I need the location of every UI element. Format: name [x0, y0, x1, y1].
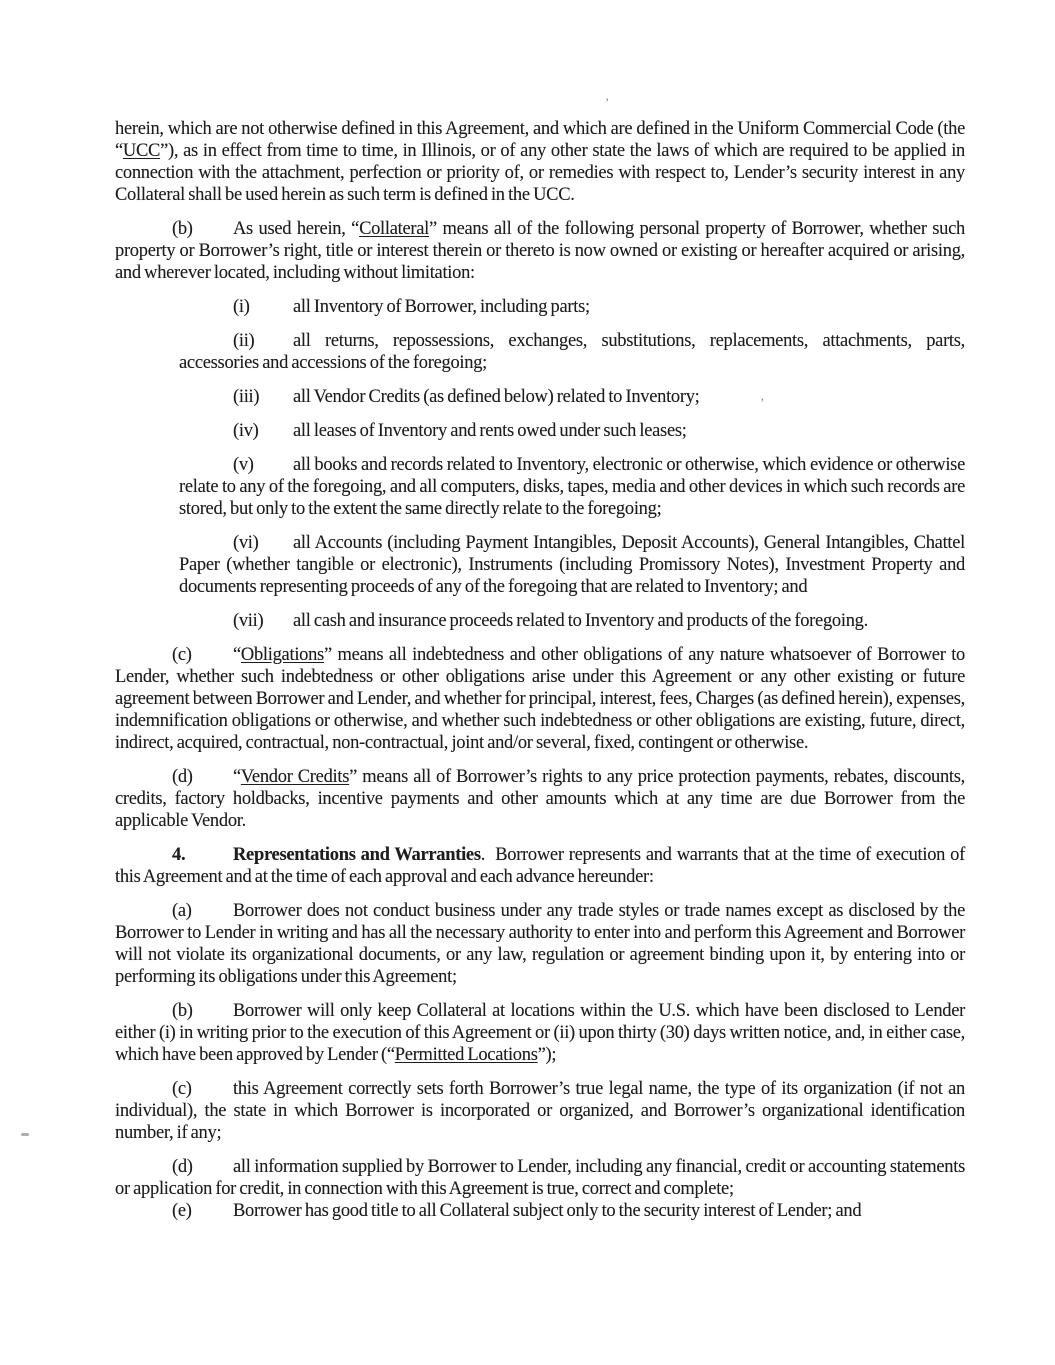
paragraph [115, 1078, 965, 1144]
list-item [179, 454, 965, 520]
defined-term: Obligations [240, 645, 324, 665]
text-run: this Agreement correctly sets forth Borrower’s true legal name, the type of its organization (if not an individual), the state in which Borrower is incorporated or organized, and Borrower’s organizational identification number, if any; [115, 1079, 965, 1143]
text-run: “ [233, 767, 241, 787]
defined-term: Collateral [359, 219, 430, 239]
paragraph-label: (ii) [233, 331, 255, 351]
paragraph [115, 218, 965, 284]
defined-term: UCC [122, 141, 161, 161]
list-item [179, 386, 965, 408]
text-run: . Borrower represents and warrants that at the time of execution of this Agreement and at the time of each approval and each advance hereunder: [115, 845, 965, 887]
text-run: As used herein, “ [233, 219, 360, 239]
text-run: all Vendor Credits (as defined below) related to Inventory; [293, 387, 700, 407]
paragraph [115, 1200, 965, 1222]
paragraph-label: (c) [172, 645, 192, 665]
speck-dash [21, 1133, 29, 1136]
text-run: all cash and insurance proceeds related to Inventory and products of the foregoing. [293, 611, 868, 631]
paragraph-label: (d) [172, 767, 193, 787]
list-item [179, 610, 965, 632]
paragraph-label: (vi) [233, 533, 259, 553]
text-run: Borrower does not conduct business under any trade styles or trade names except as disclosed by the Borrower to Lender in writing and has all the necessary authority to enter into and perform this Agreement and Borrower will not violate its organizational documents, or any law, regulation or agreement binding upon it, by entering into or performing its obligations under this Agreement; [115, 901, 965, 987]
section-heading [115, 844, 965, 888]
paragraph-label: (e) [172, 1201, 192, 1221]
paragraph-label: (d) [172, 1157, 193, 1177]
paragraph-label: (c) [172, 1079, 192, 1099]
text-run: Borrower has good title to all Collateral subject only to the security interest of Lender; and [233, 1201, 862, 1221]
text-run: “ [233, 645, 241, 665]
text-run: ”), as in effect from time to time, in Illinois, or of any other state the laws of which are required to be applied in connection with the attachment, perfection or priority of, or remedies with respect to, Lender’s security interest in any Collateral shall be used herein as such term is defined in the UCC. [115, 141, 965, 205]
text-run: ” means all of the following personal property of Borrower, whether such property or Borrower’s right, title or interest therein or thereto is now owned or existing or hereafter acquired or arising, and wherever located, including without limitation: [115, 219, 965, 283]
defined-term: Vendor Credits [240, 767, 350, 787]
paragraph [115, 1000, 965, 1066]
text-run: all Accounts (including Payment Intangibles, Deposit Accounts), General Intangibles, Chattel Paper (whether tangible or electronic), Instruments (including Promissory Notes), Investment Property and documents representing proceeds of any of the foregoing that are related to Inventory; and [179, 533, 965, 597]
paragraph [115, 766, 965, 832]
text-run: herein, which are not otherwise defined in this Agreement, and which are defined in the Uniform Commercial Code (the “ [115, 119, 965, 161]
paragraph [115, 644, 965, 754]
paragraph-label: (iv) [233, 421, 259, 441]
text-run: Representations and Warranties [233, 845, 481, 865]
list-item [179, 296, 965, 318]
paragraph [115, 118, 965, 206]
document-content [115, 118, 965, 1234]
paragraph-label: (vii) [233, 611, 264, 631]
paragraph-label: (iii) [233, 387, 260, 407]
text-run: ”); [537, 1045, 557, 1065]
paragraph [115, 1156, 965, 1200]
paragraph-label: (i) [233, 297, 250, 317]
paragraph-label: (a) [172, 901, 192, 921]
text-run: all Inventory of Borrower, including parts; [293, 297, 590, 317]
speck-apostrophe: ’ [605, 95, 610, 110]
list-item [179, 532, 965, 598]
text-run: all leases of Inventory and rents owed under such leases; [293, 421, 687, 441]
text-run: ” means all indebtedness and other obligations of any nature whatsoever of Borrower to Lender, whether such indebtedness or other obligations arise under this Agreement or any other existing or future agreement between Borrower and Lender, and whether for principal, interest, fees, Charges (as defined herein), expenses, indemnification obligations or otherwise, and whether such indebtedness or other obligations are existing, future, direct, indirect, acquired, contractual, non-contractual, joint and/or several, fixed, contingent or otherwise. [115, 645, 965, 753]
paragraph-label: 4. [172, 845, 186, 865]
paragraph-label: (v) [233, 455, 254, 475]
list-item [179, 330, 965, 374]
defined-term: Permitted Locations [394, 1045, 538, 1065]
paragraph-label: (b) [172, 219, 193, 239]
list-item [179, 420, 965, 442]
text-run: Borrower will only keep Collateral at locations within the U.S. which have been disclosed to Lender either (i) in writing prior to the execution of this Agreement or (ii) upon thirty (30) days written notice, and, in either case, which have been approved by Lender (“ [115, 1001, 965, 1065]
speck-comma: ’ [760, 395, 765, 410]
text-run: ” means all of Borrower’s rights to any price protection payments, rebates, discounts, credits, factory holdbacks, incentive payments and other amounts which at any time are due Borrower from the applicable Vendor. [115, 767, 965, 831]
paragraph [115, 900, 965, 988]
text-run: all information supplied by Borrower to Lender, including any financial, credit or accounting statements or application for credit, in connection with this Agreement is true, correct and complete; [115, 1157, 965, 1199]
paragraph-label: (b) [172, 1001, 193, 1021]
text-run: all books and records related to Inventory, electronic or otherwise, which evidence or otherwise relate to any of the foregoing, and all computers, disks, tapes, media and other devices in which such records are stored, but only to the extent the same directly relate to the foregoing; [179, 455, 965, 519]
text-run: all returns, repossessions, exchanges, substitutions, replacements, attachments, parts, accessories and accessions of the foregoing; [179, 331, 965, 373]
